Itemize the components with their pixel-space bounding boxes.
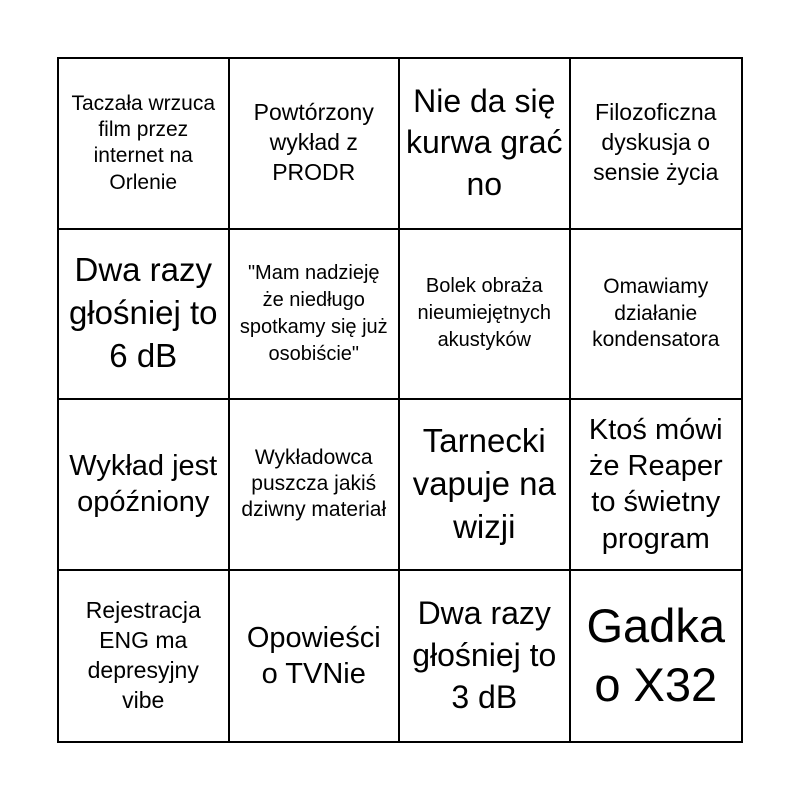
bingo-cell-text: Gadka o X32 [586,599,725,711]
bingo-cell-text: Wykładowca puszcza jakiś dziwny materiał [241,445,387,522]
bingo-cell[interactable] [400,230,571,401]
bingo-cell-text: Tarnecki vapuje na wizji [412,421,556,545]
bingo-cell-text: Wykład jest opóźniony [69,450,218,519]
bingo-board [57,57,743,743]
bingo-cell-text: Dwa razy głośniej to 6 dB [68,251,218,375]
bingo-cell[interactable] [400,400,571,571]
bingo-cell-text: Filozoficzna dyskusja o sensie życia [593,99,719,186]
bingo-cell[interactable] [230,571,401,742]
bingo-cell[interactable] [571,230,742,401]
bingo-cell-text: Powtórzony wykład z PRODR [253,99,374,186]
bingo-cell[interactable] [571,571,742,742]
bingo-cell-text: Nie da się kurwa grać no [406,82,563,203]
bingo-cell[interactable] [59,571,230,742]
bingo-cell[interactable] [400,571,571,742]
bingo-cell[interactable] [571,400,742,571]
bingo-cell-text: Dwa razy głośniej to 3 dB [412,595,557,715]
bingo-cell-text: Bolek obraża nieumiejętnych akustyków [417,275,551,352]
bingo-cell[interactable] [59,400,230,571]
bingo-cell-text: "Mam nadzieję że niedługo spotkamy się już osobiście" [239,261,388,365]
bingo-cell[interactable] [230,59,401,230]
bingo-cell[interactable] [230,230,401,401]
bingo-cell-text: Rejestracja ENG ma depresyjny vibe [85,596,201,713]
bingo-cell[interactable] [400,59,571,230]
bingo-cell-text: Opowieści o TVNie [246,621,381,690]
bingo-cell-text: Ktoś mówi że Reaper to świetny program [588,413,723,555]
bingo-cell[interactable] [59,59,230,230]
bingo-cell[interactable] [571,59,742,230]
bingo-cell[interactable] [59,230,230,401]
bingo-cell[interactable] [230,400,401,571]
bingo-cell-text: Omawiamy działanie kondensatora [592,275,720,351]
bingo-cell-text: Taczała wrzuca film przez internet na Orlenie [71,91,216,194]
